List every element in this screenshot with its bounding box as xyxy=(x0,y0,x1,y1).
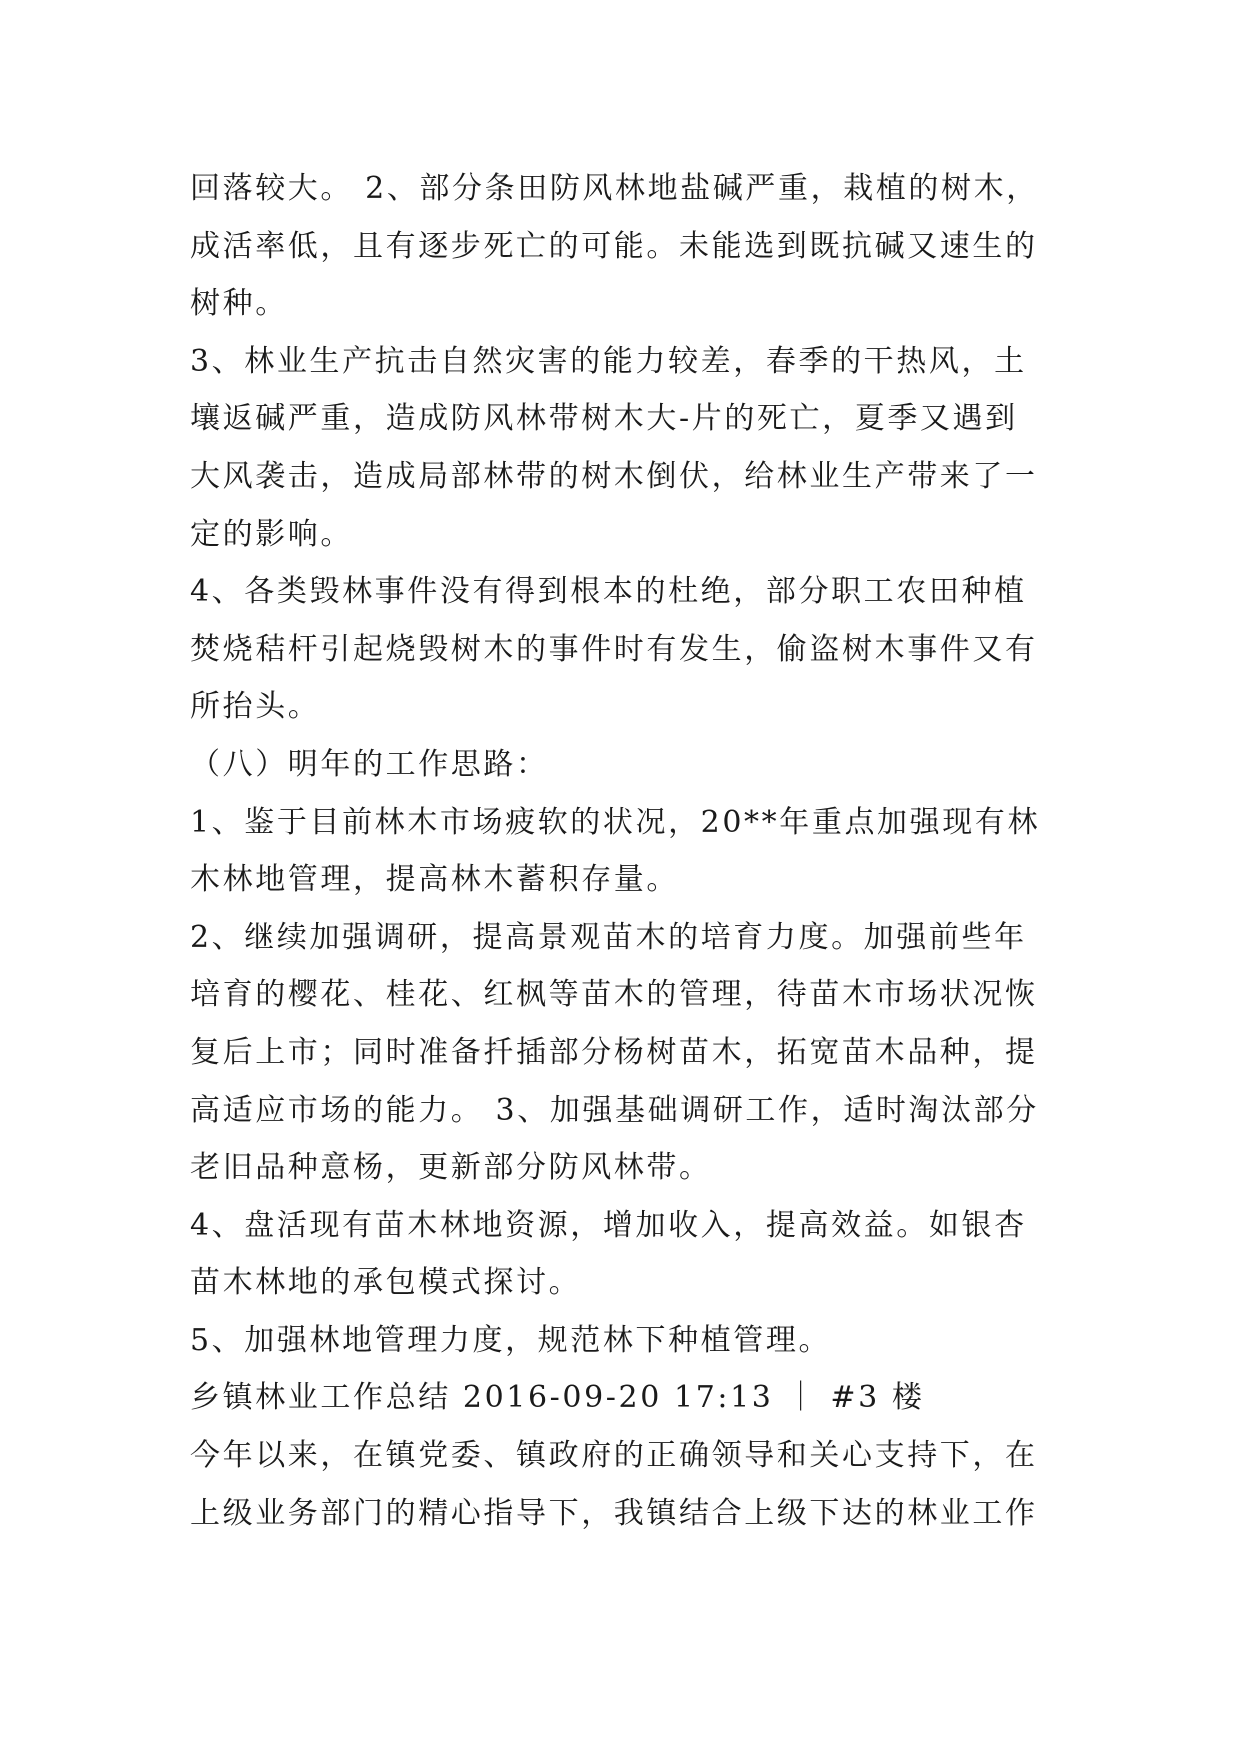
text-line: 今年以来，在镇党委、镇政府的正确领导和关心支持下，在 xyxy=(190,1438,1038,1474)
text-line: 成活率低，且有逐步死亡的可能。未能选到既抗碱又速生的 xyxy=(190,228,1038,264)
text-line: 焚烧秸杆引起烧毁树木的事件时有发生，偷盗树木事件又有 xyxy=(190,631,1038,667)
text-line: 树种。 xyxy=(190,286,288,322)
text-line: 2、继续加强调研，提高景观苗木的培育力度。加强前些年 xyxy=(190,919,1027,955)
text-line: 老旧品种意杨，更新部分防风林带。 xyxy=(190,1150,712,1186)
text-line: 壤返碱严重，造成防风林带树木大-片的死亡，夏季又遇到 xyxy=(190,401,1018,437)
section-heading: （八）明年的工作思路： xyxy=(190,746,549,782)
text-line: 上级业务部门的精心指导下，我镇结合上级下达的林业工作 xyxy=(190,1495,1038,1531)
text-line: 3、林业生产抗击自然灾害的能力较差，春季的干热风，土 xyxy=(190,343,1027,379)
post-header: 乡镇林业工作总结 2016-09-20 17:13 ｜ #3 楼 xyxy=(190,1380,925,1416)
text-line: 1、鉴于目前林木市场疲软的状况，20**年重点加强现有林 xyxy=(190,804,1041,840)
text-line: 5、加强林地管理力度，规范林下种植管理。 xyxy=(190,1322,832,1358)
text-line: 高适应市场的能力。 3、加强基础调研工作，适时淘汰部分 xyxy=(190,1092,1039,1128)
document-body xyxy=(190,160,1070,1542)
text-line: 木林地管理，提高林木蓄积存量。 xyxy=(190,862,679,898)
text-line: 定的影响。 xyxy=(190,516,353,552)
text-line: 回落较大。 2、部分条田防风林地盐碱严重，栽植的树木， xyxy=(190,171,1039,206)
text-line: 所抬头。 xyxy=(190,689,321,725)
text-line: 大风袭击，造成局部林带的树木倒伏，给林业生产带来了一 xyxy=(190,458,1038,494)
text-line: 复后上市；同时准备扦插部分杨树苗木，拓宽苗木品种，提 xyxy=(190,1034,1038,1070)
text-line: 苗木林地的承包模式探讨。 xyxy=(190,1265,582,1301)
text-line: 4、各类毁林事件没有得到根本的杜绝，部分职工农田种植 xyxy=(190,574,1027,610)
text-line: 4、盘活现有苗木林地资源，增加收入，提高效益。如银杏 xyxy=(190,1207,1027,1243)
text-line: 培育的樱花、桂花、红枫等苗木的管理，待苗木市场状况恢 xyxy=(190,977,1038,1013)
